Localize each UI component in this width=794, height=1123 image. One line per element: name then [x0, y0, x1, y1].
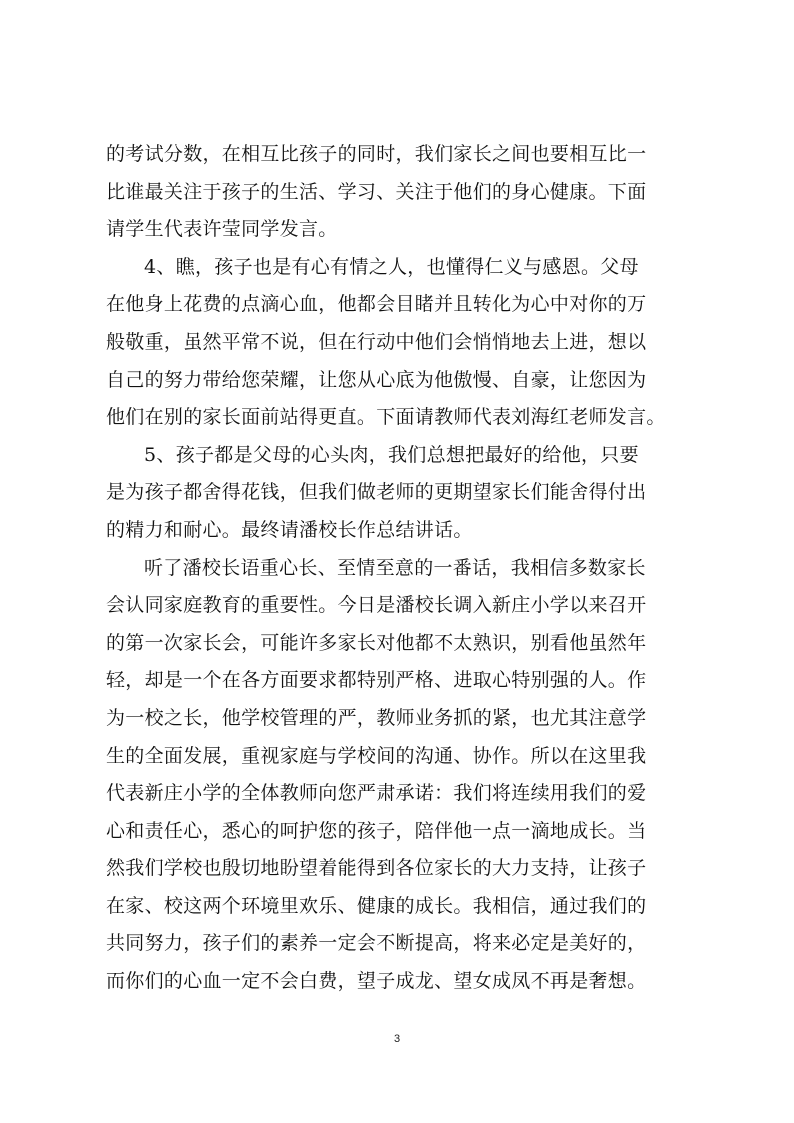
- text-line: 为一校之长，他学校管理的严，教师业务抓的紧，也尤其注意学: [106, 706, 647, 729]
- text-line: 心和责任心，悉心的呵护您的孩子，陪伴他一点一滴地成长。当: [106, 819, 647, 842]
- text-line: 是为孩子都舍得花钱，但我们做老师的更期望家长们能舍得付出: [106, 481, 647, 504]
- text-line: 请学生代表许莹同学发言。: [106, 218, 338, 241]
- text-line: 自己的努力带给您荣耀，让您从心底为他傲慢、自豪，让您因为: [106, 368, 647, 391]
- text-line: 生的全面发展，重视家庭与学校间的沟通、协作。所以在这里我: [106, 744, 647, 767]
- text-line: 轻，却是一个在各方面要求都特别严格、进取心特别强的人。作: [106, 669, 647, 692]
- text-line: 的第一次家长会，可能许多家长对他都不太熟识，别看他虽然年: [106, 631, 647, 654]
- text-line: 在家、校这两个环境里欢乐、健康的成长。我相信，通过我们的: [106, 894, 647, 917]
- body-text: [106, 136, 712, 1001]
- text-line: 而你们的心血一定不会白费，望子成龙、望女成凤不再是奢想。: [106, 970, 647, 993]
- text-line: 然我们学校也殷切地盼望着能得到各位家长的大力支持，让孩子: [106, 857, 647, 880]
- text-line: 在他身上花费的点滴心血，他都会目睹并且转化为心中对你的万: [106, 293, 647, 316]
- page-number: 3: [393, 1033, 401, 1045]
- text-line: 他们在别的家长面前站得更直。下面请教师代表刘海红老师发言。: [106, 406, 666, 429]
- text-line: 会认同家庭教育的重要性。今日是潘校长调入新庄小学以来召开: [106, 594, 647, 617]
- text-line: 的考试分数，在相互比孩子的同时，我们家长之间也要相互比一: [106, 143, 647, 165]
- text-line: 代表新庄小学的全体教师向您严肃承诺：我们将连续用我们的爱: [106, 782, 647, 805]
- paragraph-start-line: 听了潘校长语重心长、至情至意的一番话，我相信多数家长: [144, 556, 646, 579]
- paragraph-start-line: 5、孩子都是父母的心头肉，我们总想把最好的给他，只要: [144, 443, 639, 466]
- text-line: 共同努力，孩子们的素养一定会不断提高，将来必定是美好的，: [106, 932, 647, 955]
- text-line: 比谁最关注于孩子的生活、学习、关注于他们的身心健康。下面: [106, 180, 647, 203]
- text-line: 般敬重，虽然平常不说，但在行动中他们会悄悄地去上进，想以: [106, 330, 647, 353]
- paragraph-start-line: 4、瞧，孩子也是有心有情之人，也懂得仁义与感恩。父母: [144, 255, 639, 278]
- text-line: 的精力和耐心。最终请潘校长作总结讲话。: [106, 518, 473, 541]
